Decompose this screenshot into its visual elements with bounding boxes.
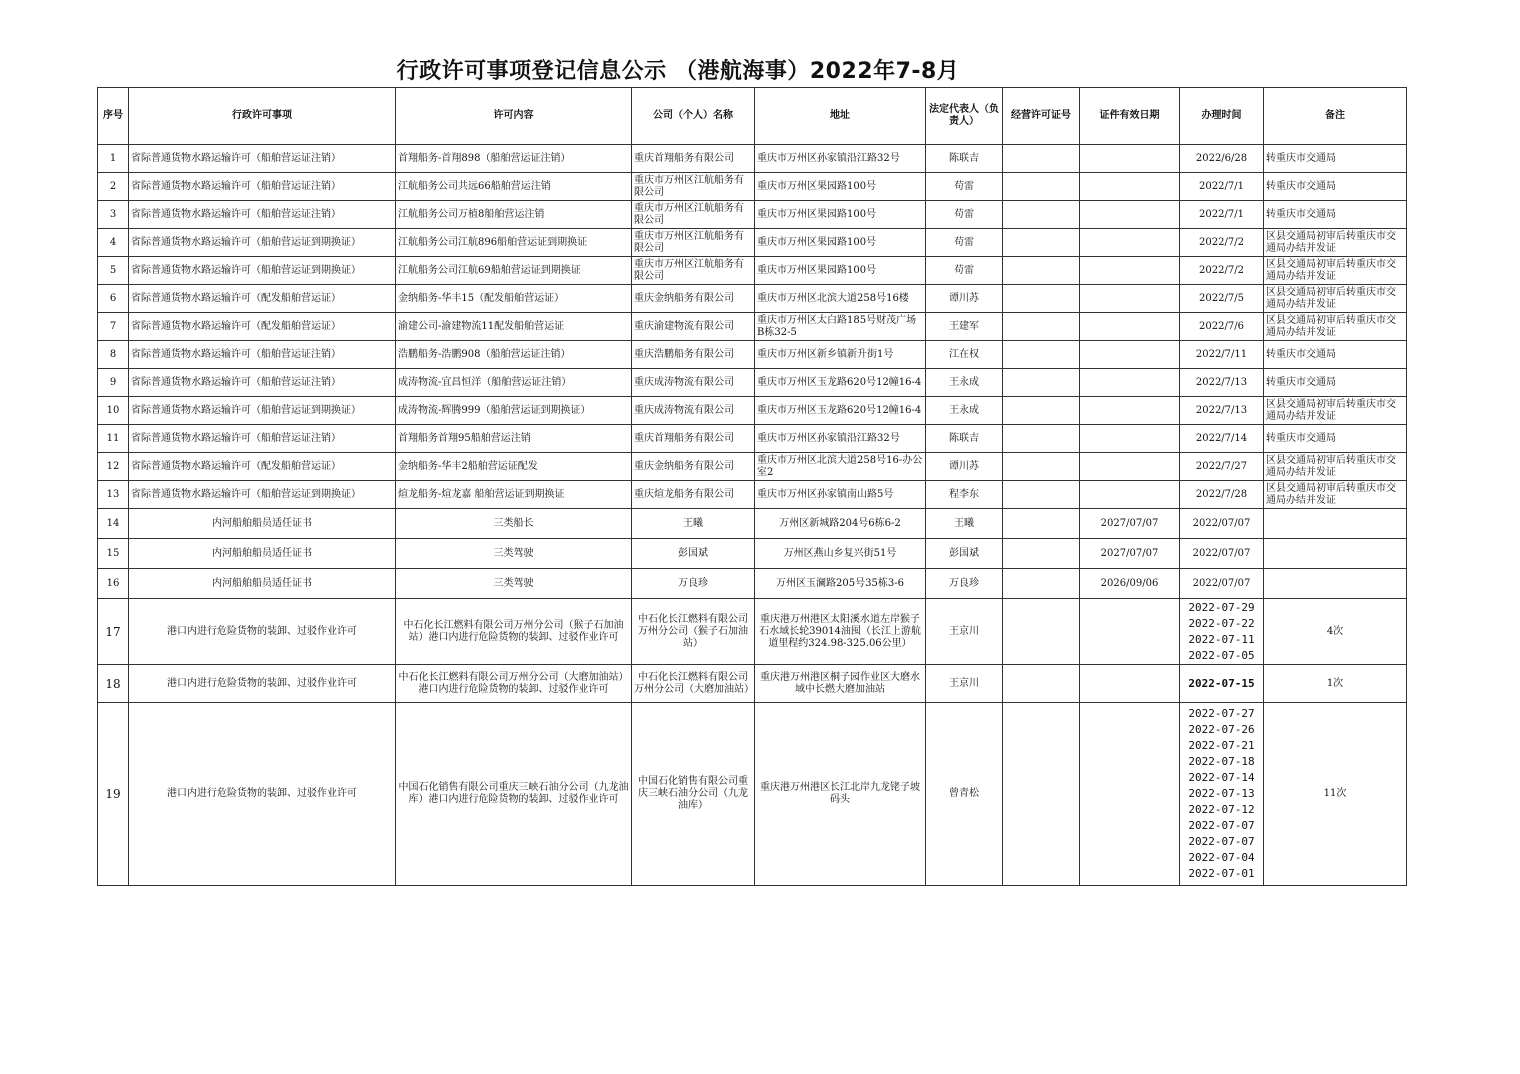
cell-company: 中国石化销售有限公司重庆三峡石油分公司（九龙油库） bbox=[632, 703, 755, 886]
cell-valid bbox=[1080, 425, 1180, 453]
table-row bbox=[98, 481, 1407, 509]
cell-no: 5 bbox=[98, 257, 129, 285]
cell-content: 中国石化销售有限公司重庆三峡石油分公司（九龙油库）港口内进行危险货物的装卸、过驳作业许可 bbox=[396, 703, 632, 886]
cell-company: 重庆成涛物流有限公司 bbox=[632, 369, 755, 397]
cell-content: 首翔船务首翔95船舶营运注销 bbox=[396, 425, 632, 453]
cell-note: 转重庆市交通局 bbox=[1264, 145, 1407, 173]
cell-company: 万良珍 bbox=[632, 569, 755, 599]
col-header-note: 备注 bbox=[1264, 88, 1407, 145]
cell-date: 2022/7/27 bbox=[1180, 453, 1264, 481]
cell-no: 18 bbox=[98, 665, 129, 703]
cell-rep: 苟雷 bbox=[926, 201, 1003, 229]
cell-license bbox=[1003, 425, 1080, 453]
cell-address: 重庆市万州区孙家镇沿江路32号 bbox=[755, 425, 926, 453]
date-entry: 2022-07-26 bbox=[1188, 723, 1255, 736]
cell-note: 转重庆市交通局 bbox=[1264, 425, 1407, 453]
col-header-address: 地址 bbox=[755, 88, 926, 145]
cell-no: 2 bbox=[98, 173, 129, 201]
cell-license bbox=[1003, 341, 1080, 369]
cell-rep: 陈联吉 bbox=[926, 145, 1003, 173]
cell-item: 省际普通货物水路运输许可（船舶营运证到期换证） bbox=[129, 257, 396, 285]
cell-rep: 江在权 bbox=[926, 341, 1003, 369]
table-row bbox=[98, 201, 1407, 229]
table-row bbox=[98, 599, 1407, 665]
cell-no: 12 bbox=[98, 453, 129, 481]
cell-content: 首翔船务-首翔898（船舶营运证注销） bbox=[396, 145, 632, 173]
table-row bbox=[98, 145, 1407, 173]
cell-note: 转重庆市交通局 bbox=[1264, 173, 1407, 201]
cell-license bbox=[1003, 599, 1080, 665]
cell-date bbox=[1180, 599, 1264, 665]
cell-valid bbox=[1080, 341, 1180, 369]
cell-note bbox=[1264, 569, 1407, 599]
table-row bbox=[98, 285, 1407, 313]
header-row bbox=[98, 88, 1407, 145]
cell-license bbox=[1003, 285, 1080, 313]
cell-date: 2022/7/5 bbox=[1180, 285, 1264, 313]
cell-note: 转重庆市交通局 bbox=[1264, 341, 1407, 369]
cell-item: 省际普通货物水路运输许可（船舶营运证注销） bbox=[129, 173, 396, 201]
cell-no: 16 bbox=[98, 569, 129, 599]
cell-company: 重庆渝建物流有限公司 bbox=[632, 313, 755, 341]
cell-content: 金纳船务-华丰2船舶营运证配发 bbox=[396, 453, 632, 481]
cell-note: 转重庆市交通局 bbox=[1264, 369, 1407, 397]
cell-license bbox=[1003, 229, 1080, 257]
table-row bbox=[98, 397, 1407, 425]
cell-no: 7 bbox=[98, 313, 129, 341]
cell-item: 省际普通货物水路运输许可（船舶营运证注销） bbox=[129, 369, 396, 397]
cell-address: 万州区玉澜路205号35栋3-6 bbox=[755, 569, 926, 599]
cell-address: 重庆市万州区北滨大道258号16楼 bbox=[755, 285, 926, 313]
cell-item: 省际普通货物水路运输许可（配发船舶营运证） bbox=[129, 313, 396, 341]
table-row bbox=[98, 539, 1407, 569]
col-header-date: 办理时间 bbox=[1180, 88, 1264, 145]
date-entry: 2022-07-14 bbox=[1188, 771, 1255, 784]
table-row bbox=[98, 509, 1407, 539]
cell-license bbox=[1003, 481, 1080, 509]
cell-date: 2022/7/6 bbox=[1180, 313, 1264, 341]
cell-rep: 彭国斌 bbox=[926, 539, 1003, 569]
cell-note: 区县交通局初审后转重庆市交通局办结并发证 bbox=[1264, 397, 1407, 425]
date-entry: 2022-07-22 bbox=[1188, 616, 1255, 630]
cell-address: 重庆市万州区孙家镇沿江路32号 bbox=[755, 145, 926, 173]
cell-valid bbox=[1080, 703, 1180, 886]
cell-content: 煊龙船务-煊龙嘉 船舶营运证到期换证 bbox=[396, 481, 632, 509]
cell-date: 2022/7/14 bbox=[1180, 425, 1264, 453]
cell-content: 成涛物流-宜昌恒洋（船舶营运证注销） bbox=[396, 369, 632, 397]
cell-note: 区县交通局初审后转重庆市交通局办结并发证 bbox=[1264, 257, 1407, 285]
cell-license bbox=[1003, 703, 1080, 886]
table-row bbox=[98, 703, 1407, 886]
cell-company: 重庆市万州区江航船务有限公司 bbox=[632, 257, 755, 285]
col-header-valid: 证件有效日期 bbox=[1080, 88, 1180, 145]
table-row bbox=[98, 173, 1407, 201]
cell-rep: 王曦 bbox=[926, 509, 1003, 539]
cell-no: 10 bbox=[98, 397, 129, 425]
cell-content: 中石化长江燃料有限公司万州分公司（猴子石加油站）港口内进行危险货物的装卸、过驳作业许可 bbox=[396, 599, 632, 665]
cell-item: 省际普通货物水路运输许可（船舶营运证到期换证） bbox=[129, 229, 396, 257]
cell-content: 成涛物流-辉腾999（船舶营运证到期换证） bbox=[396, 397, 632, 425]
cell-note: 区县交通局初审后转重庆市交通局办结并发证 bbox=[1264, 453, 1407, 481]
cell-license bbox=[1003, 201, 1080, 229]
cell-no: 15 bbox=[98, 539, 129, 569]
cell-valid bbox=[1080, 453, 1180, 481]
cell-date: 2022/7/28 bbox=[1180, 481, 1264, 509]
cell-content: 浩鹏船务-浩鹏908（船舶营运证注销） bbox=[396, 341, 632, 369]
date-entry: 2022-07-01 bbox=[1188, 867, 1255, 880]
cell-address: 重庆港万州港区长江北岸九龙铑子坡码头 bbox=[755, 703, 926, 886]
col-header-no: 序号 bbox=[98, 88, 129, 145]
table-row bbox=[98, 257, 1407, 285]
cell-rep: 谭川苏 bbox=[926, 285, 1003, 313]
cell-date: 2022/7/1 bbox=[1180, 173, 1264, 201]
cell-date: 2022/7/13 bbox=[1180, 369, 1264, 397]
cell-date: 2022-07-15 bbox=[1180, 665, 1264, 703]
cell-date: 2022/07/07 bbox=[1180, 569, 1264, 599]
cell-date: 2022/07/07 bbox=[1180, 539, 1264, 569]
cell-license bbox=[1003, 665, 1080, 703]
cell-no: 3 bbox=[98, 201, 129, 229]
cell-item: 港口内进行危险货物的装卸、过驳作业许可 bbox=[129, 703, 396, 886]
cell-valid bbox=[1080, 145, 1180, 173]
cell-note bbox=[1264, 539, 1407, 569]
cell-item: 内河船舶船员适任证书 bbox=[129, 539, 396, 569]
cell-item: 内河船舶船员适任证书 bbox=[129, 509, 396, 539]
cell-rep: 王永成 bbox=[926, 397, 1003, 425]
cell-note: 区县交通局初审后转重庆市交通局办结并发证 bbox=[1264, 481, 1407, 509]
col-header-content: 许可内容 bbox=[396, 88, 632, 145]
date-entry: 2022-07-04 bbox=[1188, 851, 1255, 864]
cell-address: 重庆市万州区太白路185号财茂广场B栋32-5 bbox=[755, 313, 926, 341]
cell-address: 万州区新城路204号6栋6-2 bbox=[755, 509, 926, 539]
cell-no: 1 bbox=[98, 145, 129, 173]
date-entry: 2022-07-29 bbox=[1188, 600, 1255, 614]
date-entry: 2022-07-05 bbox=[1188, 648, 1255, 662]
cell-valid bbox=[1080, 313, 1180, 341]
cell-no: 8 bbox=[98, 341, 129, 369]
cell-address: 重庆市万州区果园路100号 bbox=[755, 229, 926, 257]
cell-valid bbox=[1080, 229, 1180, 257]
cell-date: 2022/6/28 bbox=[1180, 145, 1264, 173]
cell-date: 2022/7/13 bbox=[1180, 397, 1264, 425]
cell-license bbox=[1003, 569, 1080, 599]
cell-no: 17 bbox=[98, 599, 129, 665]
cell-no: 6 bbox=[98, 285, 129, 313]
col-header-item: 行政许可事项 bbox=[129, 88, 396, 145]
cell-company: 王曦 bbox=[632, 509, 755, 539]
cell-note: 区县交通局初审后转重庆市交通局办结并发证 bbox=[1264, 313, 1407, 341]
permit-table bbox=[97, 87, 1407, 886]
cell-valid bbox=[1080, 481, 1180, 509]
cell-company: 重庆金纳船务有限公司 bbox=[632, 285, 755, 313]
cell-no: 14 bbox=[98, 509, 129, 539]
cell-address: 重庆市万州区果园路100号 bbox=[755, 201, 926, 229]
cell-address: 重庆市万州区玉龙路620号12幢16-4 bbox=[755, 397, 926, 425]
cell-item: 省际普通货物水路运输许可（船舶营运证到期换证） bbox=[129, 397, 396, 425]
cell-rep: 王永成 bbox=[926, 369, 1003, 397]
cell-content: 三类船长 bbox=[396, 509, 632, 539]
cell-valid: 2026/09/06 bbox=[1080, 569, 1180, 599]
cell-company: 中石化长江燃料有限公司万州分公司（猴子石加油站） bbox=[632, 599, 755, 665]
table-row bbox=[98, 229, 1407, 257]
cell-date: 2022/7/1 bbox=[1180, 201, 1264, 229]
table-row bbox=[98, 425, 1407, 453]
cell-date: 2022/07/07 bbox=[1180, 509, 1264, 539]
cell-license bbox=[1003, 369, 1080, 397]
cell-content: 金纳船务-华丰15（配发船舶营运证） bbox=[396, 285, 632, 313]
date-entry: 2022-07-21 bbox=[1188, 739, 1255, 752]
cell-content: 三类驾驶 bbox=[396, 539, 632, 569]
cell-date: 2022/7/2 bbox=[1180, 229, 1264, 257]
cell-license bbox=[1003, 539, 1080, 569]
cell-note: 区县交通局初审后转重庆市交通局办结并发证 bbox=[1264, 285, 1407, 313]
cell-valid: 2027/07/07 bbox=[1080, 509, 1180, 539]
cell-rep: 万良珍 bbox=[926, 569, 1003, 599]
cell-no: 19 bbox=[98, 703, 129, 886]
cell-note: 4次 bbox=[1264, 599, 1407, 665]
cell-content: 中石化长江燃料有限公司万州分公司（大磨加油站）港口内进行危险货物的装卸、过驳作业许可 bbox=[396, 665, 632, 703]
cell-item: 港口内进行危险货物的装卸、过驳作业许可 bbox=[129, 599, 396, 665]
cell-item: 省际普通货物水路运输许可（船舶营运证注销） bbox=[129, 341, 396, 369]
cell-license bbox=[1003, 397, 1080, 425]
cell-address: 重庆港万州港区太阳溪水道左岸猴子石水域长轮39014油囤（长江上游航道里程约324.98-325.06公里） bbox=[755, 599, 926, 665]
cell-license bbox=[1003, 453, 1080, 481]
cell-content: 江航船务公司江航69船舶营运证到期换证 bbox=[396, 257, 632, 285]
cell-date: 2022/7/11 bbox=[1180, 341, 1264, 369]
date-entry: 2022-07-07 bbox=[1188, 819, 1255, 832]
cell-rep: 苟雷 bbox=[926, 257, 1003, 285]
cell-valid bbox=[1080, 173, 1180, 201]
cell-valid bbox=[1080, 201, 1180, 229]
cell-no: 9 bbox=[98, 369, 129, 397]
cell-valid bbox=[1080, 285, 1180, 313]
cell-company: 重庆金纳船务有限公司 bbox=[632, 453, 755, 481]
cell-rep: 谭川苏 bbox=[926, 453, 1003, 481]
cell-company: 重庆市万州区江航船务有限公司 bbox=[632, 173, 755, 201]
cell-company: 重庆成涛物流有限公司 bbox=[632, 397, 755, 425]
cell-content: 江航船务公司万植8船舶营运注销 bbox=[396, 201, 632, 229]
col-header-license: 经营许可证号 bbox=[1003, 88, 1080, 145]
cell-item: 内河船舶船员适任证书 bbox=[129, 569, 396, 599]
cell-rep: 曾青松 bbox=[926, 703, 1003, 886]
cell-rep: 陈联吉 bbox=[926, 425, 1003, 453]
cell-content: 江航船务公司江航896船舶营运证到期换证 bbox=[396, 229, 632, 257]
cell-company: 彭国斌 bbox=[632, 539, 755, 569]
cell-content: 渝建公司-渝建物流11配发船舶营运证 bbox=[396, 313, 632, 341]
cell-valid bbox=[1080, 397, 1180, 425]
table-row bbox=[98, 341, 1407, 369]
cell-no: 13 bbox=[98, 481, 129, 509]
cell-license bbox=[1003, 509, 1080, 539]
cell-rep: 王京川 bbox=[926, 599, 1003, 665]
cell-content: 江航船务公司共远66船舶营运注销 bbox=[396, 173, 632, 201]
cell-rep: 苟雷 bbox=[926, 173, 1003, 201]
cell-no: 11 bbox=[98, 425, 129, 453]
cell-note bbox=[1264, 509, 1407, 539]
col-header-company: 公司（个人）名称 bbox=[632, 88, 755, 145]
cell-rep: 王建军 bbox=[926, 313, 1003, 341]
cell-item: 省际普通货物水路运输许可（船舶营运证注销） bbox=[129, 201, 396, 229]
cell-valid bbox=[1080, 369, 1180, 397]
cell-address: 重庆市万州区玉龙路620号12幢16-4 bbox=[755, 369, 926, 397]
cell-item: 省际普通货物水路运输许可（配发船舶营运证） bbox=[129, 453, 396, 481]
cell-item: 省际普通货物水路运输许可（船舶营运证注销） bbox=[129, 425, 396, 453]
date-entry: 2022-07-07 bbox=[1188, 835, 1255, 848]
cell-address: 重庆市万州区果园路100号 bbox=[755, 257, 926, 285]
cell-note: 转重庆市交通局 bbox=[1264, 201, 1407, 229]
table-row bbox=[98, 313, 1407, 341]
cell-date: 2022/7/2 bbox=[1180, 257, 1264, 285]
cell-note: 11次 bbox=[1264, 703, 1407, 886]
cell-content: 三类驾驶 bbox=[396, 569, 632, 599]
date-entry: 2022-07-12 bbox=[1188, 803, 1255, 816]
col-header-rep: 法定代表人（负责人） bbox=[926, 88, 1003, 145]
cell-license bbox=[1003, 257, 1080, 285]
cell-rep: 程李东 bbox=[926, 481, 1003, 509]
cell-company: 重庆市万州区江航船务有限公司 bbox=[632, 201, 755, 229]
cell-note: 区县交通局初审后转重庆市交通局办结并发证 bbox=[1264, 229, 1407, 257]
cell-company: 重庆煊龙船务有限公司 bbox=[632, 481, 755, 509]
cell-company: 重庆首翔船务有限公司 bbox=[632, 145, 755, 173]
cell-address: 万州区燕山乡复兴街51号 bbox=[755, 539, 926, 569]
cell-company: 重庆浩鹏船务有限公司 bbox=[632, 341, 755, 369]
cell-note: 1次 bbox=[1264, 665, 1407, 703]
cell-item: 省际普通货物水路运输许可（船舶营运证注销） bbox=[129, 145, 396, 173]
cell-address: 重庆市万州区新乡镇新升街1号 bbox=[755, 341, 926, 369]
cell-valid bbox=[1080, 665, 1180, 703]
cell-item: 港口内进行危险货物的装卸、过驳作业许可 bbox=[129, 665, 396, 703]
cell-address: 重庆市万州区北滨大道258号16-办公室2 bbox=[755, 453, 926, 481]
cell-valid bbox=[1080, 257, 1180, 285]
cell-date bbox=[1180, 703, 1264, 886]
page-title: 行政许可事项登记信息公示 （港航海事）2022年7-8月 bbox=[396, 59, 960, 84]
cell-valid bbox=[1080, 599, 1180, 665]
cell-item: 省际普通货物水路运输许可（配发船舶营运证） bbox=[129, 285, 396, 313]
table-row bbox=[98, 369, 1407, 397]
cell-rep: 王京川 bbox=[926, 665, 1003, 703]
date-entry: 2022-07-11 bbox=[1188, 632, 1255, 646]
date-entry: 2022-07-13 bbox=[1188, 787, 1255, 800]
cell-address: 重庆市万州区孙家镇南山路5号 bbox=[755, 481, 926, 509]
cell-no: 4 bbox=[98, 229, 129, 257]
cell-license bbox=[1003, 173, 1080, 201]
table-row bbox=[98, 569, 1407, 599]
cell-rep: 苟雷 bbox=[926, 229, 1003, 257]
cell-license bbox=[1003, 313, 1080, 341]
cell-company: 重庆市万州区江航船务有限公司 bbox=[632, 229, 755, 257]
date-entry: 2022-07-27 bbox=[1188, 707, 1255, 720]
date-entry: 2022-07-18 bbox=[1188, 755, 1255, 768]
table-row bbox=[98, 665, 1407, 703]
cell-company: 重庆首翔船务有限公司 bbox=[632, 425, 755, 453]
cell-valid: 2027/07/07 bbox=[1080, 539, 1180, 569]
cell-address: 重庆港万州港区桐子园作业区大磨水域中长燃大磨加油站 bbox=[755, 665, 926, 703]
cell-license bbox=[1003, 145, 1080, 173]
table-row bbox=[98, 453, 1407, 481]
cell-company: 中石化长江燃料有限公司万州分公司（大磨加油站） bbox=[632, 665, 755, 703]
cell-item: 省际普通货物水路运输许可（船舶营运证到期换证） bbox=[129, 481, 396, 509]
cell-address: 重庆市万州区果园路100号 bbox=[755, 173, 926, 201]
